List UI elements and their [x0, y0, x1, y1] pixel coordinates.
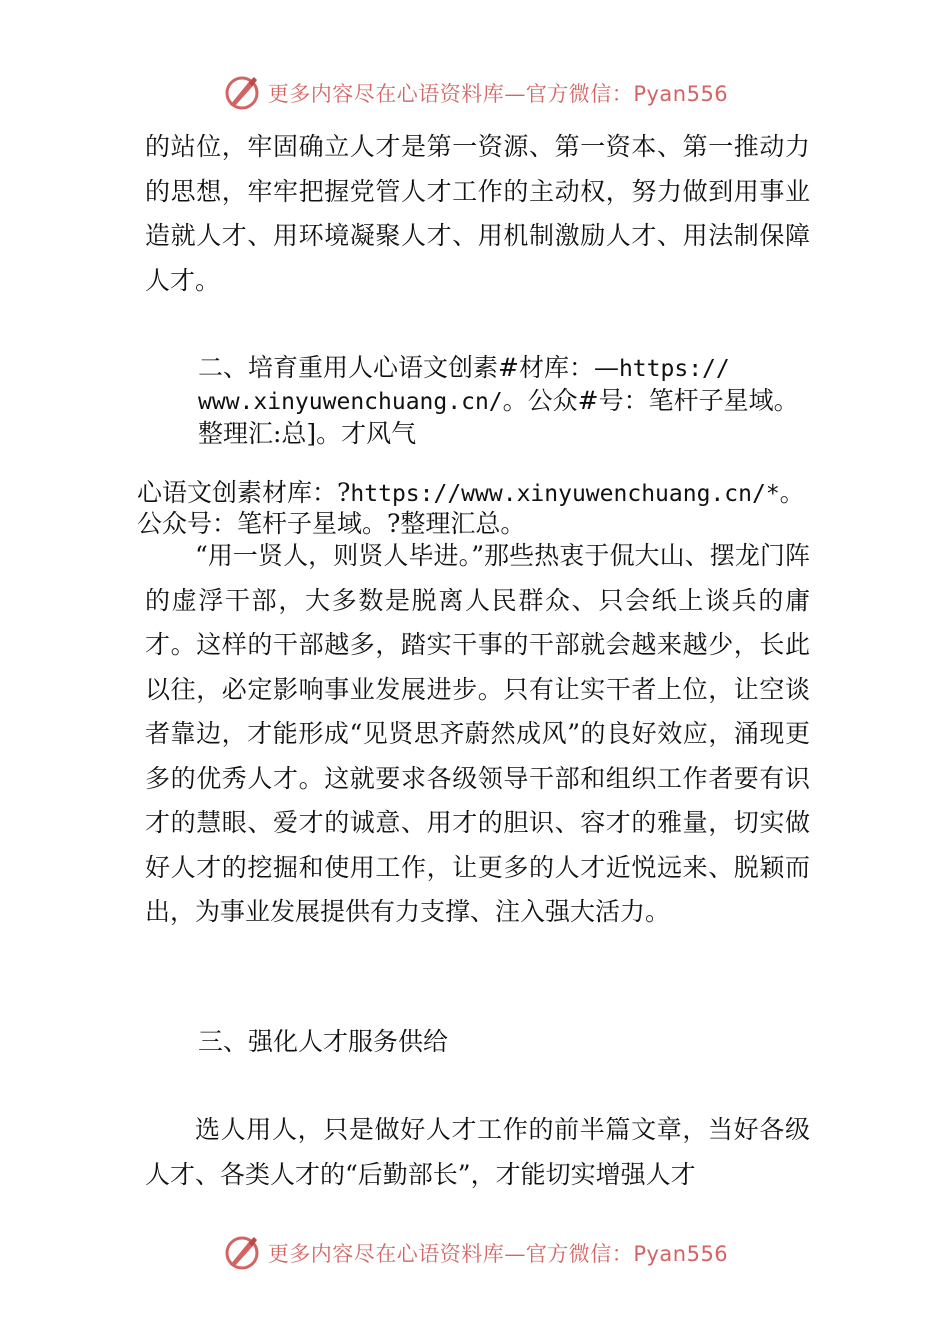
source-note-end: 。 — [779, 478, 805, 507]
section-heading-three: 三、强化人才服务供给 — [198, 1027, 449, 1056]
watermark-wechat-label: 官方微信： — [525, 1242, 634, 1266]
heading-two-line2-text: 。公众#号：笔杆子星域。 — [502, 386, 799, 415]
source-note — [137, 478, 827, 539]
watermark-separator: — — [504, 82, 526, 106]
footer-watermark — [0, 1233, 950, 1273]
source-note-url: https://www.xinyuwenchuang.cn/* — [350, 481, 780, 507]
watermark-separator: — — [504, 1242, 526, 1266]
header-watermark — [0, 73, 950, 113]
paragraph-talent-service: 选人用人，只是做好人才工作的前半篇文章，当好各级人才、各类人才的“后勤部长”，才能切实增强人才 — [145, 1115, 810, 1189]
watermark-main: 更多内容尽在心语资料库 — [267, 82, 505, 106]
watermark-text — [268, 1238, 728, 1268]
source-note-label: 心语文创素材库：? — [137, 478, 351, 507]
paragraph-use-talent: “用一贤人，则贤人毕进。”那些热衷于侃大山、摆龙门阵的虚浮干部，大多数是脱离人民群众、只会纸上谈兵的庸才。这样的干部越多，踏实干事的干部就会越来越少，长此以往，必定影响事业发展进步。只有让实干者上位，让空谈者靠边，才能形成“见贤思齐蔚然成风”的良好效应，涌现更多的优秀人才。这就要求各级领导干部和组织工作者要有识才的慧眼、爱才的诚意、用才的胆识、容才的雅量，切实做好人才的挖掘和使用工作，让更多的人才近悦远来、脱颖而出，为事业发展提供有力支撑、注入强大活力。 — [145, 541, 810, 926]
watermark-wechat-id: Pyan556 — [633, 82, 729, 106]
watermark-main: 更多内容尽在心语资料库 — [267, 1242, 505, 1266]
pen-logo-icon — [222, 73, 262, 113]
pen-logo-icon — [222, 1233, 262, 1273]
heading-two-line1-url: https:// — [618, 356, 730, 382]
heading-two-line2-url: www.xinyuwenchuang.cn/ — [198, 389, 503, 415]
heading-two-line3-text: 整理汇:总]。才风气 — [198, 419, 417, 448]
heading-two-line1-text: 二、培育重用人心语文创素#材库：— — [198, 353, 619, 382]
source-note-line2: 公众号：笔杆子星域。?整理汇总。 — [137, 509, 526, 538]
watermark-wechat-label: 官方微信： — [525, 82, 634, 106]
watermark-wechat-id: Pyan556 — [633, 1242, 729, 1266]
paragraph-talent-positioning: 的站位，牢固确立人才是第一资源、第一资本、第一推动力的思想，牢牢把握党管人才工作的主动权，努力做到用事业造就人才、用环境凝聚人才、用机制激励人才、用法制保障人才。 — [145, 132, 810, 295]
watermark-text — [268, 78, 728, 108]
section-heading-two — [198, 352, 818, 450]
